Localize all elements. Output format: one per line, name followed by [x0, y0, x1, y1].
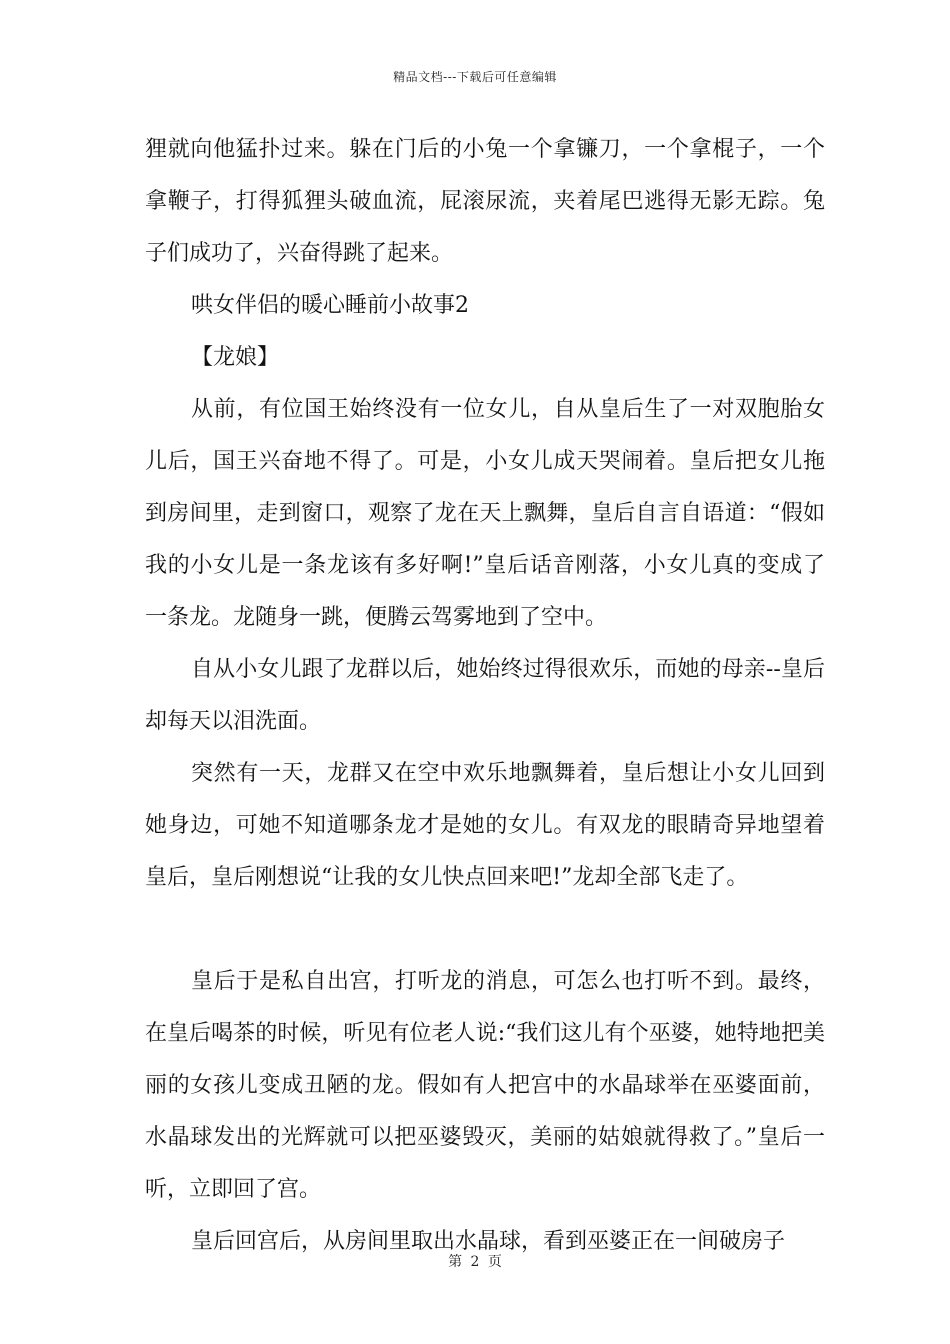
document-body [145, 124, 825, 1268]
paragraph: 皇后于是私自出宫，打听龙的消息，可怎么也打听不到。最终，在皇后喝茶的时候，听见有位老人说:“我们这儿有个巫婆，她特地把美丽的女孩儿变成丑陋的龙。假如有人把宫中的水晶球举在巫婆面前，水晶球发出的光辉就可以把巫婆毁灭，美丽的姑娘就得救了。”皇后一听，立即回了宫。 [145, 969, 825, 1202]
story-title: 哄女伴侣的暖心睡前小故事2 [191, 293, 469, 318]
page-number-suffix: 页 [487, 1254, 502, 1270]
paragraph-continuation: 狸就向他猛扑过来。躲在门后的小兔一个拿镰刀，一个拿棍子，一个拿鞭子，打得狐狸头破血流，屁滚尿流，夹着尾巴逃得无影无踪。兔子们成功了，兴奋得跳了起来。 [145, 137, 825, 266]
page-header: 精品文档---下载后可任意编辑 [393, 70, 557, 84]
story-subtitle: 【龙娘】 [191, 345, 280, 370]
page-footer [0, 1251, 950, 1271]
page-number: 2 [470, 1254, 480, 1270]
paragraph: 皇后回宫后，从房间里取出水晶球，看到巫婆正在一间破房子 [191, 1229, 786, 1254]
page-number-prefix: 第 [448, 1254, 463, 1270]
paragraph: 从前，有位国王始终没有一位女儿，自从皇后生了一对双胞胎女儿后，国王兴奋地不得了。可是，小女儿成天哭闹着。皇后把女儿拖到房间里，走到窗口，观察了龙在天上飘舞，皇后自言自语道：“假如我的小女儿是一条龙该有多好啊!”皇后话音刚落，小女儿真的变成了一条龙。龙随身一跳，便腾云驾雾地到了空中。 [145, 397, 825, 630]
paragraph: 自从小女儿跟了龙群以后，她始终过得很欢乐，而她的母亲--皇后却每天以泪洗面。 [145, 657, 825, 734]
paragraph: 突然有一天，龙群又在空中欢乐地飘舞着，皇后想让小女儿回到她身边，可她不知道哪条龙才是她的女儿。有双龙的眼睛奇异地望着皇后，皇后刚想说“让我的女儿快点回来吧!”龙却全部飞走了。 [145, 761, 825, 890]
paragraph-gap [145, 904, 825, 956]
